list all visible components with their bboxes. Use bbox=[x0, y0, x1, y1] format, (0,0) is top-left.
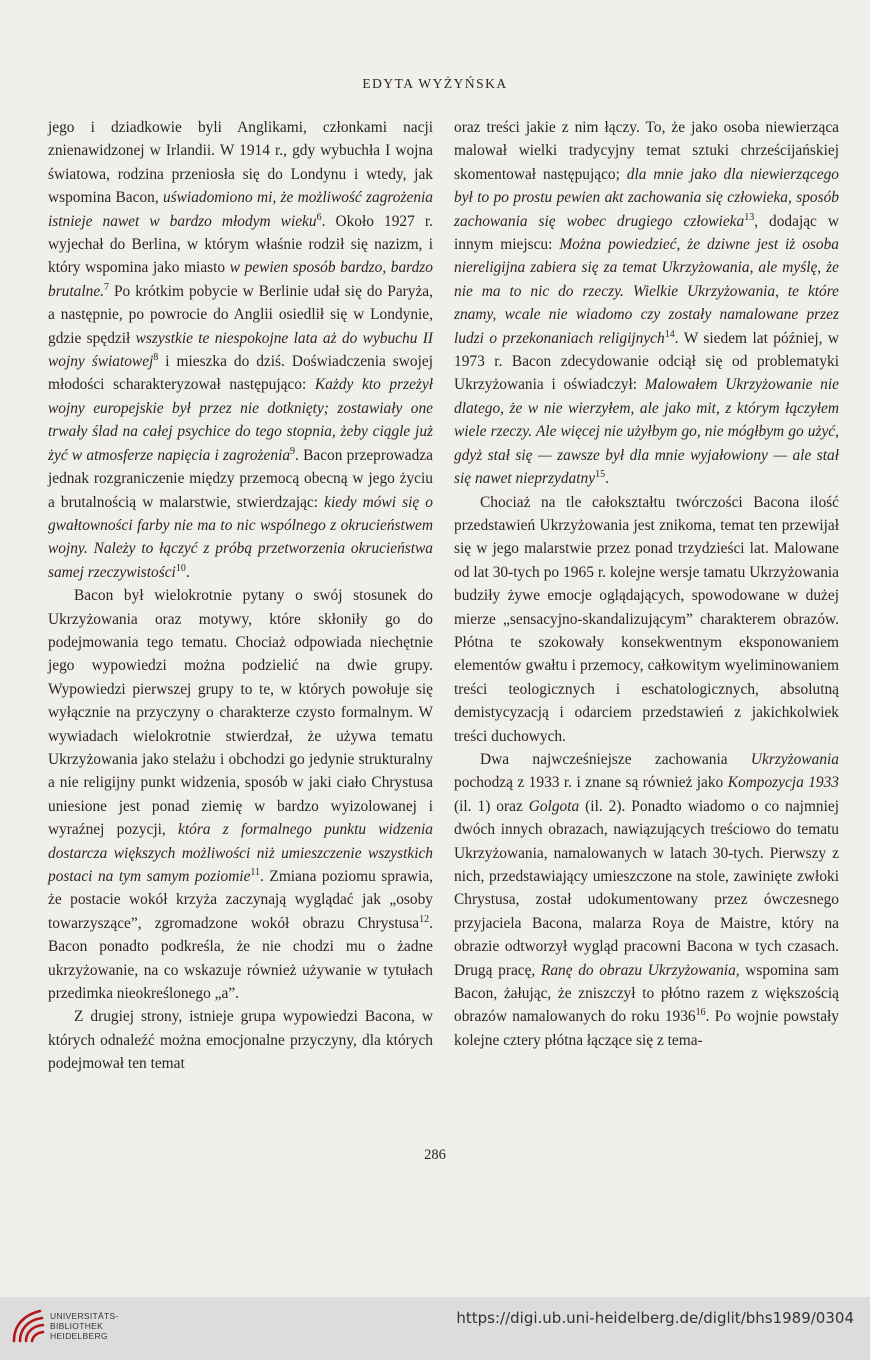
footnote-ref: 15 bbox=[595, 468, 606, 480]
university-library-logo-icon[interactable] bbox=[10, 1307, 46, 1345]
footnote-ref: 6 bbox=[316, 211, 322, 223]
footnote-ref: 12 bbox=[419, 913, 430, 925]
page-number: 286 bbox=[424, 1147, 446, 1163]
footnote-ref: 16 bbox=[695, 1007, 706, 1019]
footnote-ref: 8 bbox=[153, 351, 159, 363]
running-header: EDYTA WYŻYŃSKA bbox=[362, 76, 508, 91]
paragraph: Chociaż na tle całokształtu twórczości Bacona ilość przedstawień Ukrzyżowania jest znikoma, temat ten przewijał się w jego malarstwie przez ponad trzydzieści lat. Malowane od lat 30-tych po 1965 r. kolejne wersje tamatu Ukrzyżowania budziły żywe emocje oglądających, spowodowane w dużej mierze „sensacyjno-skandalizującym” charakterem obrazów. Płótna te szokowały konsekwentnym eksponowaniem elementów gwałtu i przemocy, całkowitym wyeliminowaniem treści teologicznych i eschatologicznych, absolutną demistycyzacją i odarciem przedstawień z jakichkolwiek treści duchowych. bbox=[454, 493, 839, 745]
paragraph: oraz treści jakie z nim łączy. To, że jako osoba niewierząca malował wielki tradycyjny temat sztuki chrześcijańskiej skomentował następująco; dla mnie jako dla niewierzącego był to po prostu pewien akt zachowania się człowieka, sposób zachowania się wobec drugiego człowieka$^{13}$, dodając w innym miejscu: Można powiedzieć, że dziwne jest iż osoba niereligijna zabiera się za temat Ukrzyżowania, ale myślę, że nie ma to nic do rzeczy. Wielkie Ukrzyżowania, te które znamy, wcale nie wiadomo czy zostały namalowane przez ludzi o przekonaniach religijnych$^{14}$. W siedem lat później, w 1973 r. Bacon zdecydowanie odciął się od problematyki Ukrzyżowania i oświadczył: Malowałem Ukrzyżowanie nie dlatego, że w nie wierzyłem, ale jako mit, z którym łączyłem wiele rzeczy. Ale więcej nie użyłbym go, nie mógłbym go użyć, gdyż stał się — zawsze był dla mnie wyjałowiony — ale stał się nawet nieprzydatny$^{15}$. bbox=[454, 119, 840, 488]
paragraph: Dwa najwcześniejsze zachowania Ukrzyżowania pochodzą z 1933 r. i znane są również jako Kompozycja 1933 (il. 1) oraz Golgota (il. 2). Ponadto wiadomo o co najmniej dwóch innych obrazach, nawiązujących treściowo do tematu Ukrzyżowania, namalowanych w latach 30-tych. Pierwszy z nich, przedstawiający umieszczone na stole, zawinięte zwłoki Chrystusa, został udokumentowany przez ówczesnego przyjaciela Bacona, malarza Roya de Maistre, który na obrazie odtworzył wygląd pracowni Bacona w tych czasach. Drugą pracę, Ranę do obrazu Ukrzyżowania, wspomina sam Bacon, żałując, że zniszczył to płótno razem z większością obrazów namalowanych do roku 1936$^{16}$. Po wojnie powstały kolejne cztery płótna łączące się z tema- bbox=[454, 750, 840, 1049]
paragraph: Z drugiej strony, istnieje grupa wypowiedzi Bacona, w których odnaleźć można emocjonalne przyczyny, dla których podejmował ten temat bbox=[48, 1008, 433, 1073]
paragraph: Bacon był wielokrotnie pytany o swój stosunek do Ukrzyżowania oraz motywy, które skłoniły go do podejmowania tego tematu. Chociaż odpowiada niechętnie jego wypowiedzi można podzielić na dwie grupy. Wypowiedzi pierwszej grupy to te, w których powołuje się wyłącznie na przyczyny o charakterze czysto formalnym. W wywiadach wielokrotnie stwierdzał, że używa tematu Ukrzyżowania jako stelażu i obchodzi go jedynie strukturalny a nie religijny punkt widzenia, sposób w jaki ciało Chrystusa uniesione jest ponad ziemię w bardzo wyizolowanej i wyraźnej pozycji, która z formalnego punktu widzenia dostarcza większych możliwości niż umieszczenie wszystkich postaci na tym samym poziomie$^{11}$. Zmiana poziomu sprawia, że postacie wokół krzyża zaczynają wyglądać jak „osoby towarzyszące”, zgromadzone wokół obrazu Chrystusa$^{12}$. Bacon ponadto podkreśla, że nie chodzi mu o żadne ukrzyżowanie, na co wskazuje również używanie w tytułach przedimka nieokreślonego „a”. bbox=[48, 587, 434, 1003]
permalink-url[interactable]: https://digi.ub.uni-heidelberg.de/diglit/bhs1989/0304 bbox=[456, 1309, 854, 1327]
footnote-ref: 11 bbox=[250, 866, 261, 878]
library-name: UNIVERSITÄTS- BIBLIOTHEK HEIDELBERG bbox=[50, 1311, 119, 1341]
footnote-ref: 13 bbox=[744, 211, 755, 223]
footer-bar bbox=[0, 1297, 870, 1360]
footnote-ref: 9 bbox=[290, 445, 296, 457]
right-column bbox=[454, 116, 839, 1052]
left-column bbox=[48, 116, 433, 1076]
paragraph: jego i dziadkowie byli Anglikami, członkami nacji znienawidzonej w Irlandii. W 1914 r., gdy wybuchła I wojna światowa, rodzina przeniosła się do Londynu i wtedy, jak wspomina Bacon, uświadomiono mi, że możliwość zagrożenia istnieje nawet w bardzo młodym wieku$^6$. Około 1927 r. wyjechał do Berlina, w którym właśnie rodził się nazizm, i który wspomina jako miasto w pewien sposób bardzo, bardzo brutalne.$^7$ Po krótkim pobycie w Berlinie udał się do Paryża, a następnie, po powrocie do Anglii osiedlił się w Londynie, gdzie spędził wszystkie te niespokojne lata aż do wybuchu II wojny światowej$^8$ i mieszka do dziś. Doświadczenia swojej młodości scharakteryzował następująco: Każdy kto przeżył wojny europejskie był przez nie dotknięty; zostawiały one trwały ślad na całej psychice do tego stopnia, żeby ciągle już żyć w atmosferze napięcia i zagrożenia$^9$. Bacon przeprowadza jednak rozgraniczenie między przemocą obecną w jego życiu a brutalnością w malarstwie, stwierdzając: kiedy mówi się o gwałtowności farby nie ma to nic wspólnego z okrucieństwem wojny. Należy to łączyć z próbą przetworzenia okrucieństwa samej rzeczywistości$^{10}$. bbox=[48, 119, 434, 581]
footnote-ref: 7 bbox=[104, 281, 110, 293]
footnote-ref: 10 bbox=[175, 562, 186, 574]
footnote-ref: 14 bbox=[664, 328, 675, 340]
